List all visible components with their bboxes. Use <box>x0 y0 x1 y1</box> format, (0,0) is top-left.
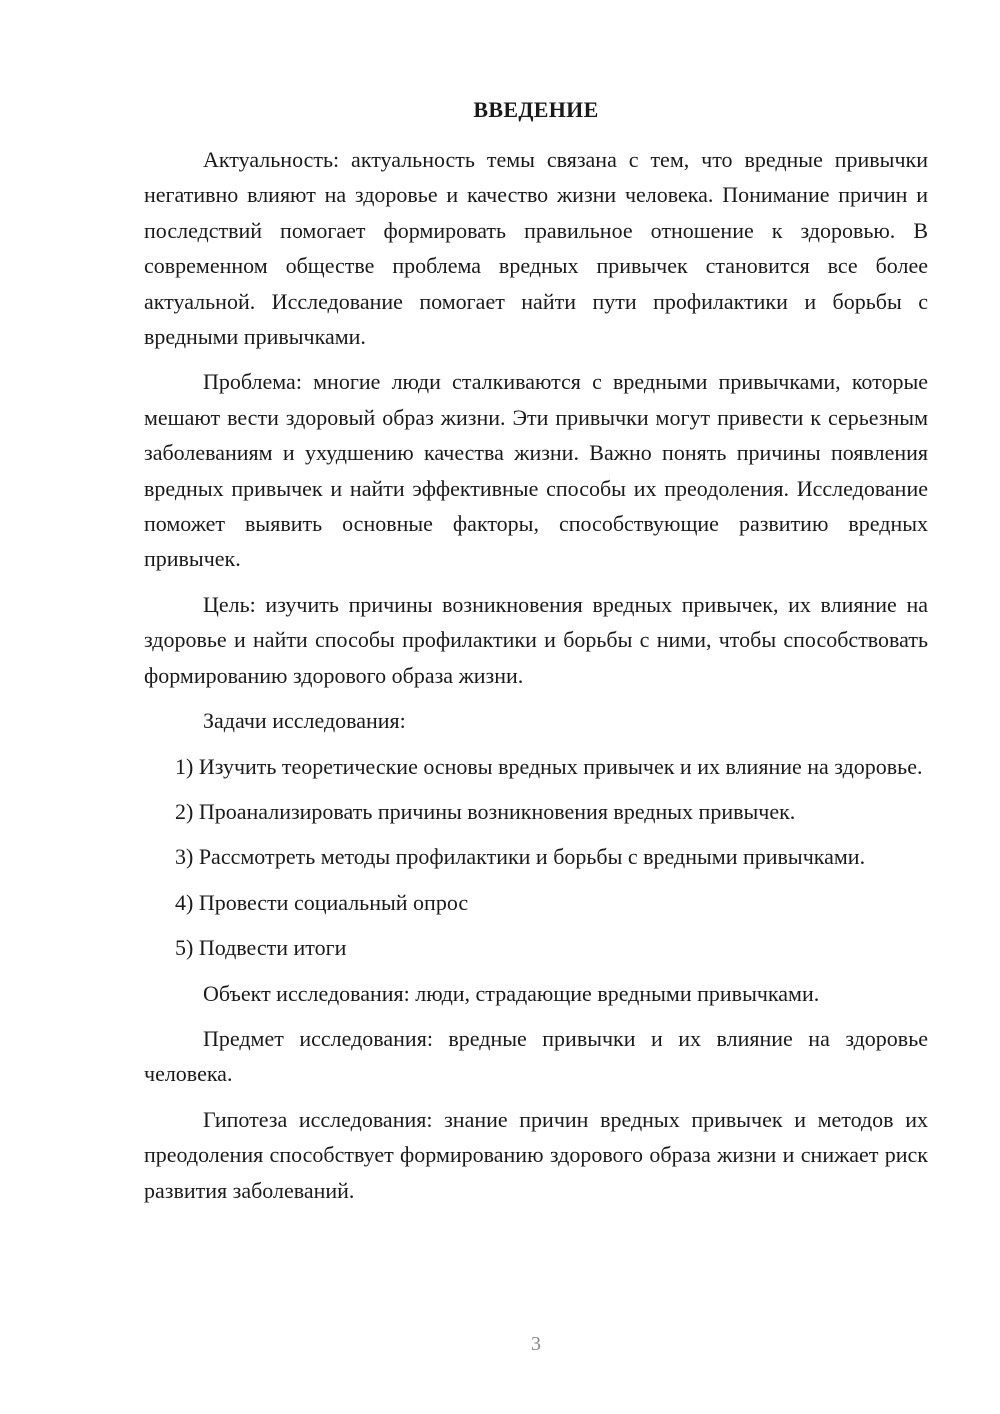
paragraph-hypothesis: Гипотеза исследования: знание причин вредных привычек и методов их преодоления способствует формированию здорового образа жизни и снижает риск развития заболеваний. <box>144 1106 928 1203</box>
paragraph-subject: Предмет исследования: вредные привычки и их влияние на здоровье человека. <box>144 1025 928 1087</box>
task-item: 5) Подвести итоги <box>175 935 347 961</box>
task-item: 4) Провести социальный опрос <box>175 889 469 915</box>
paragraph-relevance: Актуальность: актуальность темы связана с тем, что вредные привычки негативно влияют на здоровье и качество жизни человека. Понимание причин и последствий помогает формировать правильное отношение к здоровью. В современном обществе проблема вредных привычек становится все более актуальной. Исследование помогает найти пути профилактики и борьбы с вредными привычками. <box>144 147 928 350</box>
paragraph-object: Объект исследования: люди, страдающие вредными привычками. <box>203 980 820 1006</box>
task-item: 1) Изучить теоретические основы вредных привычек и их влияние на здоровье. <box>175 753 923 779</box>
tasks-heading: Задачи исследования: <box>203 708 406 734</box>
paragraph-goal: Цель: изучить причины возникновения вредных привычек, их влияние на здоровье и найти способы профилактики и борьбы с ними, чтобы способствовать формированию здорового образа жизни. <box>144 591 928 688</box>
paragraph-problem: Проблема: многие люди сталкиваются с вредными привычками, которые мешают вести здоровый образ жизни. Эти привычки могут привести к серьезным заболеваниям и ухудшению качества жизни. Важно понять причины появления вредных привычек и найти эффективные способы их преодоления. Исследование поможет выявить основные факторы, способствующие развитию вредных привычек. <box>144 369 928 572</box>
document-body <box>144 142 928 1218</box>
page-number: 3 <box>531 1333 541 1355</box>
page-title: ВВЕДЕНИЕ <box>473 97 599 122</box>
task-item: 3) Рассмотреть методы профилактики и борьбы с вредными привычками. <box>175 844 866 870</box>
task-item: 2) Проанализировать причины возникновения вредных привычек. <box>175 798 796 824</box>
